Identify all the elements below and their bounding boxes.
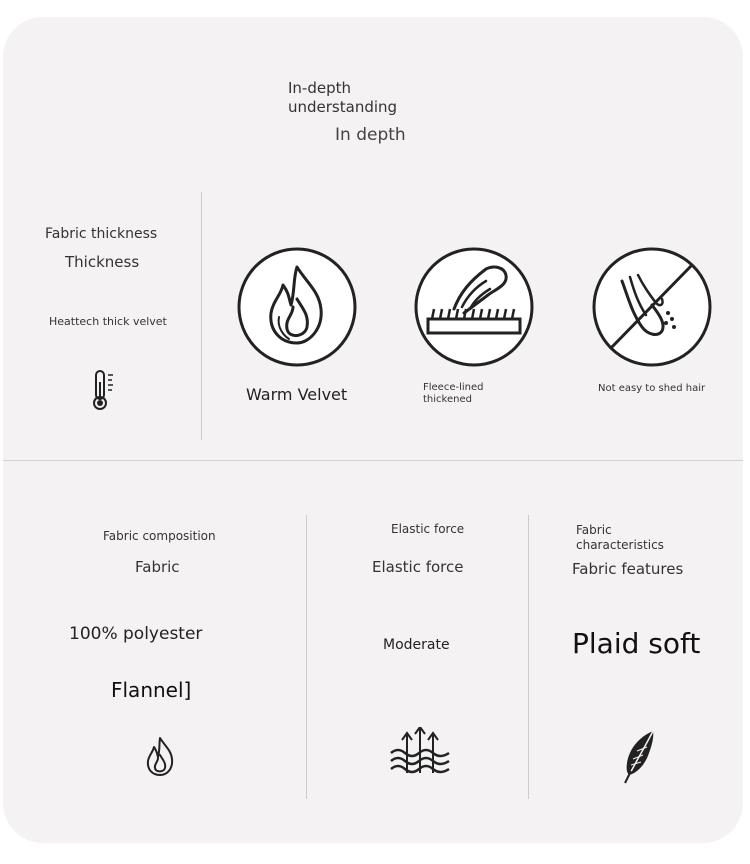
info-card (3, 17, 743, 843)
elastic-label: Elastic force (391, 522, 465, 536)
elastic-heading: Elastic force (372, 558, 464, 576)
feature-label-fleece: Fleece-lined thickened (423, 382, 484, 405)
feather-icon (619, 729, 659, 785)
characteristics-value: Plaid soft (572, 627, 701, 660)
no-hair-shedding-icon (592, 247, 712, 367)
section-divider (3, 460, 743, 461)
elastic-value: Moderate (383, 637, 450, 653)
vertical-divider (201, 192, 202, 440)
composition-heading: Fabric (135, 558, 180, 576)
intro-title: In-depth understanding (288, 79, 398, 116)
thickness-heading: Thickness (65, 253, 140, 271)
composition-label: Fabric composition (103, 529, 216, 543)
thermometer-icon (87, 368, 117, 412)
flame-icon (237, 247, 357, 367)
vertical-divider (306, 515, 307, 799)
composition-value-2: Flannel] (111, 678, 192, 702)
stretch-waves-icon (389, 727, 451, 777)
characteristics-heading: Fabric features (572, 560, 684, 578)
thickness-value: Heattech thick velvet (49, 315, 167, 328)
intro-subtitle: In depth (335, 125, 406, 145)
hand-touching-fleece-icon (414, 247, 534, 367)
thickness-label: Fabric thickness (45, 226, 158, 242)
feature-label-warm: Warm Velvet (246, 385, 348, 404)
characteristics-label: Fabric characteristics (576, 523, 664, 552)
composition-value: 100% polyester (69, 624, 203, 644)
vertical-divider (528, 515, 529, 799)
flame-icon (143, 735, 177, 779)
feature-label-shed: Not easy to shed hair (598, 383, 706, 394)
